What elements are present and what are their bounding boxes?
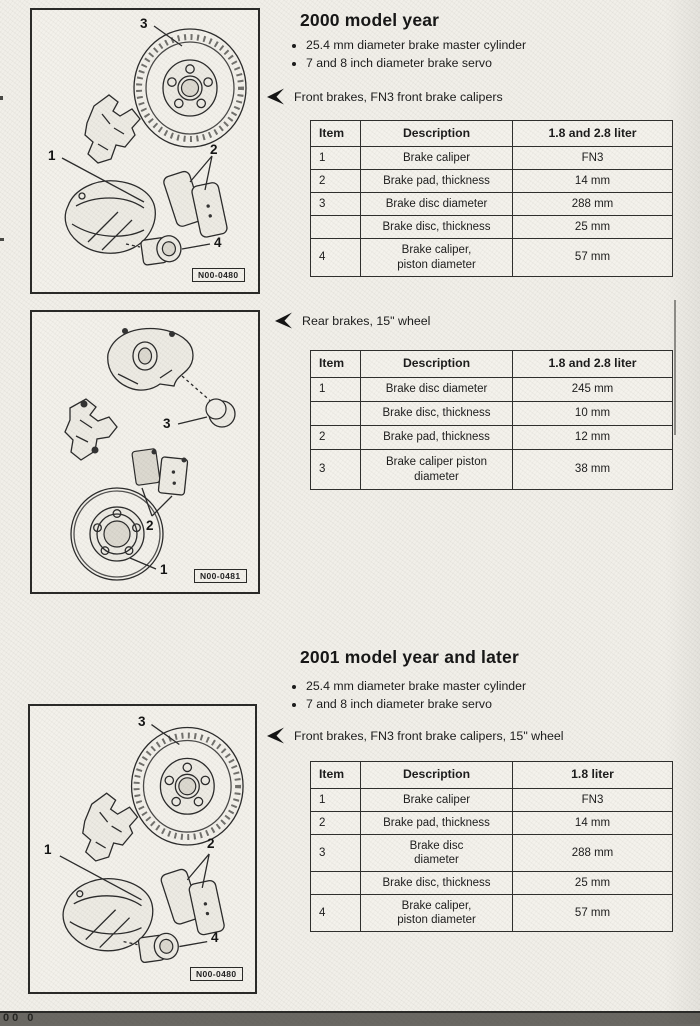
cell-description: Brake pad, thickness	[361, 170, 513, 193]
figure-callout-2: 2	[207, 836, 215, 851]
cell-value: 288 mm	[513, 193, 673, 216]
cell-line: Brake caliper,	[401, 244, 472, 257]
cell-item: 3	[311, 193, 361, 216]
cell-line: diameter	[414, 854, 459, 866]
pointer-label: Rear brakes, 15" wheel	[302, 314, 431, 328]
cell-value: 10 mm	[513, 402, 673, 426]
cell-description	[361, 239, 513, 277]
front-brake-figure-2001	[28, 704, 257, 994]
front-brake-exploded-drawing	[30, 706, 255, 992]
front-2000-spec-table	[310, 120, 673, 277]
cell-item: 1	[311, 147, 361, 170]
col-header-engine: 1.8 and 2.8 liter	[513, 121, 673, 147]
cell-line: Brake caliper piston	[386, 456, 487, 469]
bullet-item: • 25.4 mm diameter brake master cylinder	[306, 677, 526, 695]
table-row	[311, 193, 673, 216]
cell-description: Brake disc diameter	[361, 378, 513, 402]
figure-callout-1: 1	[160, 562, 168, 577]
rear-2000-spec-table	[310, 350, 673, 490]
cell-value: 14 mm	[513, 170, 673, 193]
cell-value: 57 mm	[513, 239, 673, 277]
cell-value: 12 mm	[513, 426, 673, 450]
cell-line: Brake caliper,	[401, 899, 472, 912]
cell-description: Brake disc, thickness	[361, 872, 513, 895]
figure-callout-4: 4	[214, 235, 222, 250]
cell-item: 2	[311, 170, 361, 193]
bullet-item: • 25.4 mm diameter brake master cylinder	[306, 36, 526, 54]
spec-bullet-list	[292, 36, 526, 72]
table-row	[311, 812, 673, 835]
footer-text-fragment: 00 0	[3, 1012, 37, 1024]
pointer-arrow-icon	[266, 727, 285, 744]
cell-value: 14 mm	[513, 812, 673, 835]
figure-callout-4: 4	[211, 930, 219, 945]
cell-description: Brake pad, thickness	[361, 812, 513, 835]
table-row	[311, 170, 673, 193]
figure-callout-3: 3	[140, 16, 148, 31]
col-header-item: Item	[311, 121, 361, 147]
cell-line: diameter	[414, 470, 459, 483]
spec-bullet-list	[292, 677, 526, 713]
pointer-label: Front brakes, FN3 front brake calipers, 15" wheel	[294, 729, 564, 743]
figure-tag: N00-0481	[194, 569, 247, 583]
table-row	[311, 378, 673, 402]
figure-callout-2: 2	[210, 142, 218, 157]
section-heading-2000: 2000 model year	[300, 10, 440, 30]
cell-item: 1	[311, 378, 361, 402]
cell-item: 4	[311, 239, 361, 277]
scan-speck	[0, 238, 4, 241]
cell-item: 4	[311, 895, 361, 932]
table-row	[311, 426, 673, 450]
cell-value: 288 mm	[513, 835, 673, 872]
scan-speck	[0, 96, 3, 100]
table-row	[311, 450, 673, 490]
table-row	[311, 872, 673, 895]
figure-callout-3: 3	[138, 714, 146, 729]
front-brakes-pointer-2000	[266, 87, 503, 105]
cell-description: Brake disc, thickness	[361, 402, 513, 426]
cell-description: Brake disc diameter	[361, 193, 513, 216]
figure-callout-1: 1	[48, 148, 56, 163]
scan-artifact-line	[674, 300, 676, 435]
cell-item	[311, 216, 361, 239]
table-row	[311, 216, 673, 239]
table-row	[311, 835, 673, 872]
col-header-engine: 1.8 liter	[513, 762, 673, 789]
bullet-item: • 7 and 8 inch diameter brake servo	[306, 54, 526, 72]
front-brake-exploded-drawing	[32, 10, 258, 292]
cell-description: Brake pad, thickness	[361, 426, 513, 450]
cell-item	[311, 402, 361, 426]
cell-line: piston diameter	[397, 258, 476, 271]
rear-brake-figure	[30, 310, 260, 594]
cell-description	[361, 895, 513, 932]
cell-value: 38 mm	[513, 450, 673, 490]
cell-description: Brake caliper	[361, 789, 513, 812]
cell-item: 3	[311, 835, 361, 872]
section-heading-2001: 2001 model year and later	[300, 647, 519, 667]
pointer-label: Front brakes, FN3 front brake calipers	[294, 90, 503, 104]
cell-description	[361, 450, 513, 490]
table-row	[311, 895, 673, 932]
figure-callout-1: 1	[44, 842, 52, 857]
cell-value: 245 mm	[513, 378, 673, 402]
table-row	[311, 789, 673, 812]
cell-value: FN3	[513, 147, 673, 170]
rear-brakes-pointer	[274, 311, 430, 329]
rear-brake-exploded-drawing	[32, 312, 258, 592]
col-header-item: Item	[311, 351, 361, 378]
figure-callout-2: 2	[146, 518, 154, 533]
cell-line: Brake disc	[409, 839, 464, 852]
pointer-arrow-icon	[266, 88, 285, 105]
cell-item	[311, 872, 361, 895]
front-brakes-pointer-2001	[266, 726, 564, 744]
col-header-description: Description	[361, 762, 513, 789]
table-row	[311, 239, 673, 277]
cell-item: 1	[311, 789, 361, 812]
cell-description	[361, 835, 513, 872]
cell-item: 3	[311, 450, 361, 490]
figure-tag: N00-0480	[190, 967, 243, 981]
cell-value: 57 mm	[513, 895, 673, 932]
cell-item: 2	[311, 426, 361, 450]
cell-value: FN3	[513, 789, 673, 812]
col-header-description: Description	[361, 351, 513, 378]
col-header-description: Description	[361, 121, 513, 147]
table-row	[311, 402, 673, 426]
col-header-engine: 1.8 and 2.8 liter	[513, 351, 673, 378]
col-header-item: Item	[311, 762, 361, 789]
pointer-arrow-icon	[274, 312, 293, 329]
cell-description: Brake disc, thickness	[361, 216, 513, 239]
bullet-item: • 7 and 8 inch diameter brake servo	[306, 695, 526, 713]
front-2001-spec-table	[310, 761, 673, 932]
cell-line: piston diameter	[397, 914, 476, 926]
cell-value: 25 mm	[513, 216, 673, 239]
figure-tag: N00-0480	[192, 268, 245, 282]
cell-description: Brake caliper	[361, 147, 513, 170]
figure-callout-3: 3	[163, 416, 171, 431]
cell-value: 25 mm	[513, 872, 673, 895]
front-brake-figure-2000	[30, 8, 260, 294]
cell-item: 2	[311, 812, 361, 835]
table-row	[311, 147, 673, 170]
